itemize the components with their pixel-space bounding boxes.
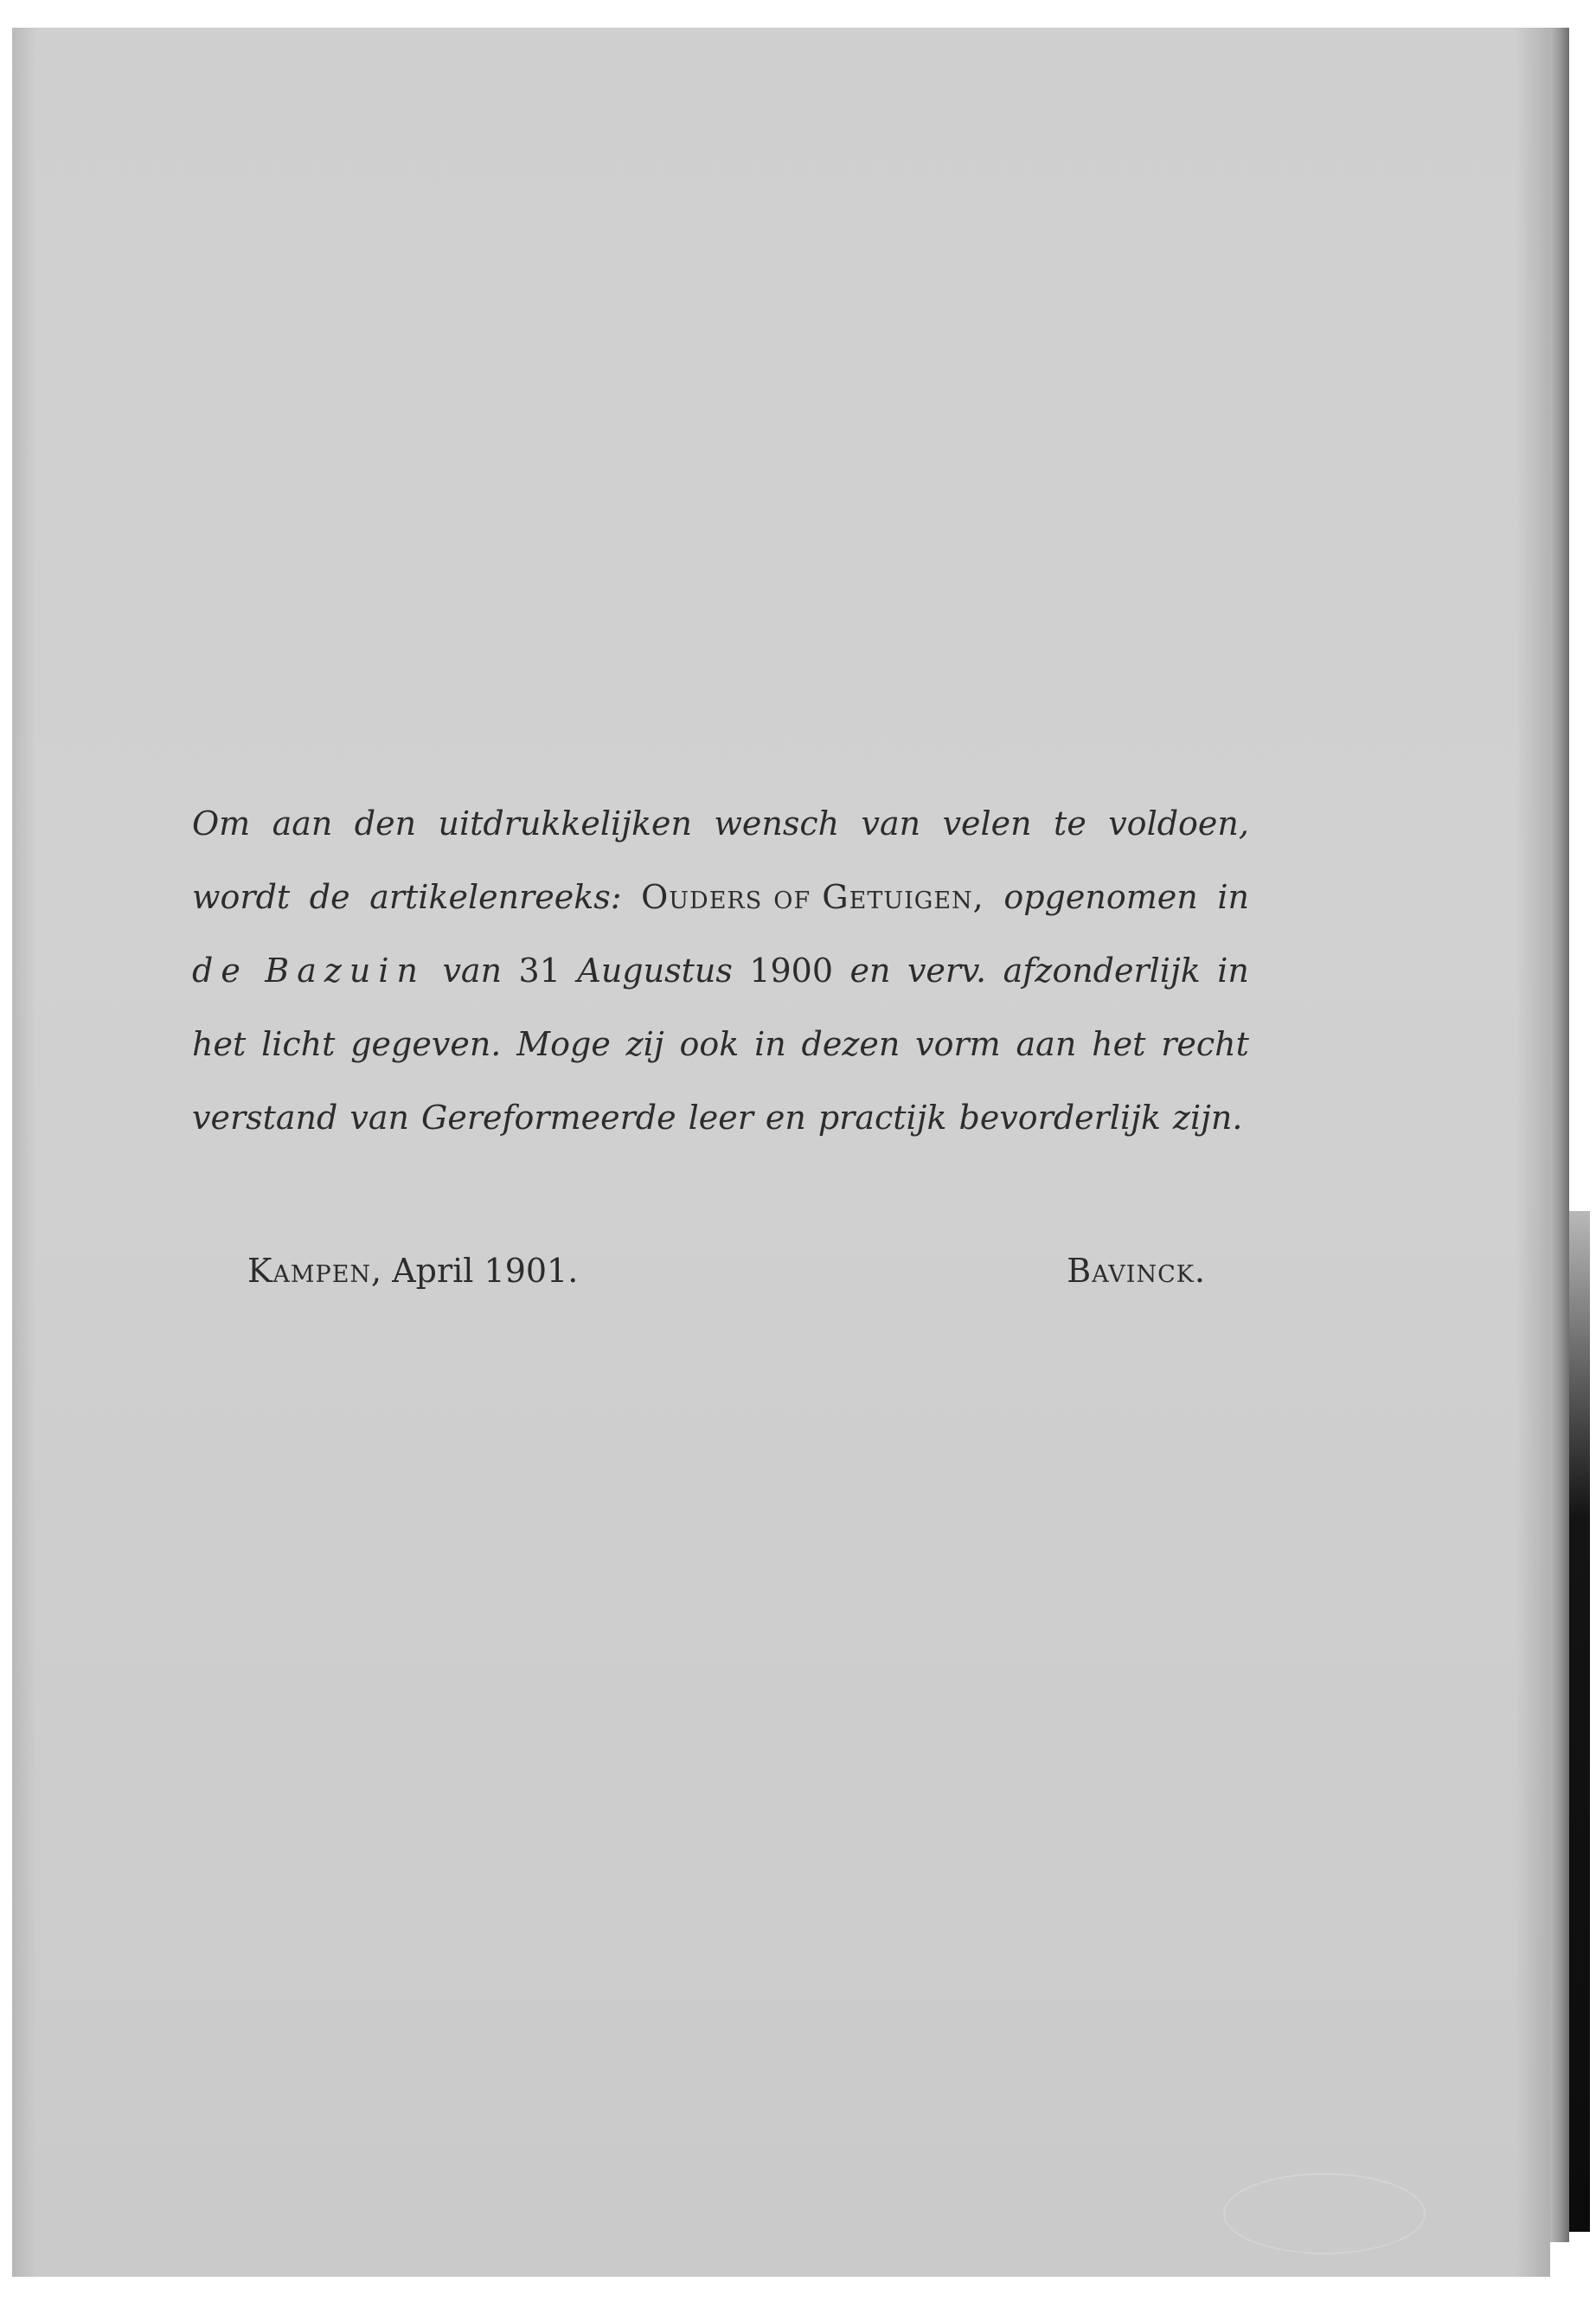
word: Moge: [516, 1025, 611, 1063]
word: uitdrukkelijken: [438, 804, 692, 843]
book-spine-shadow: [1569, 1211, 1590, 2232]
book-spine-edge: [1550, 28, 1569, 2242]
word: licht: [261, 1025, 336, 1063]
word: van: [442, 952, 503, 990]
page-edge-shadow-left: [12, 28, 36, 2277]
word: wensch: [714, 804, 840, 843]
word: bevorderlijk: [958, 1099, 1161, 1137]
word: en: [849, 952, 891, 990]
author-signature: Bavinck.: [1067, 1252, 1206, 1290]
preface-line-2: [192, 878, 1249, 952]
faint-library-stamp: [1223, 2173, 1426, 2254]
word: aan: [272, 804, 333, 843]
word: afzonderlijk: [1003, 952, 1201, 990]
preface-line-3: [192, 952, 1249, 1025]
word: wordt: [192, 878, 291, 916]
preface-paragraph: [192, 804, 1249, 1172]
closing-line: [247, 1252, 1206, 1290]
word: zijn.: [1172, 1099, 1243, 1137]
word: Om: [192, 804, 251, 843]
word: te: [1054, 804, 1086, 843]
preface-line-1: [192, 804, 1249, 878]
word: in: [1217, 952, 1249, 990]
date-text: , April 1901.: [371, 1252, 579, 1290]
word: het: [192, 1025, 247, 1063]
word: opgenomen: [1003, 878, 1198, 916]
word: den: [354, 804, 417, 843]
date-year: 1900: [749, 952, 834, 990]
word: leer: [688, 1099, 753, 1137]
word: velen: [942, 804, 1032, 843]
periodical-name: Bazuin: [265, 952, 426, 990]
word: artikelenreeks:: [369, 878, 622, 916]
word: de: [309, 878, 350, 916]
word: dezen: [801, 1025, 901, 1063]
word: practijk: [817, 1099, 947, 1137]
word: in: [1217, 878, 1249, 916]
word: de: [192, 952, 248, 990]
word: ook: [679, 1025, 740, 1063]
series-title: Ouders of Getuigen,: [641, 878, 984, 916]
word: verstand: [192, 1099, 338, 1137]
word: aan: [1016, 1025, 1077, 1063]
date-month: Augustus: [577, 952, 733, 990]
page-edge-shadow-right: [1516, 28, 1550, 2277]
word: van: [349, 1099, 409, 1137]
place-name: Kampen: [247, 1252, 372, 1290]
word: zij: [625, 1025, 664, 1063]
word: gegeven.: [350, 1025, 502, 1063]
word: in: [754, 1025, 786, 1063]
date-day: 31: [518, 952, 561, 990]
preface-line-5: [192, 1099, 1249, 1172]
word: en: [765, 1099, 806, 1137]
word: van: [861, 804, 921, 843]
word: het: [1092, 1025, 1146, 1063]
word: vorm: [915, 1025, 1001, 1063]
place-and-date: [247, 1252, 578, 1290]
word: recht: [1161, 1025, 1249, 1063]
word: verv.: [907, 952, 987, 990]
preface-line-4: [192, 1025, 1249, 1099]
word: voldoen,: [1108, 804, 1249, 843]
word: Gereformeerde: [420, 1099, 676, 1137]
